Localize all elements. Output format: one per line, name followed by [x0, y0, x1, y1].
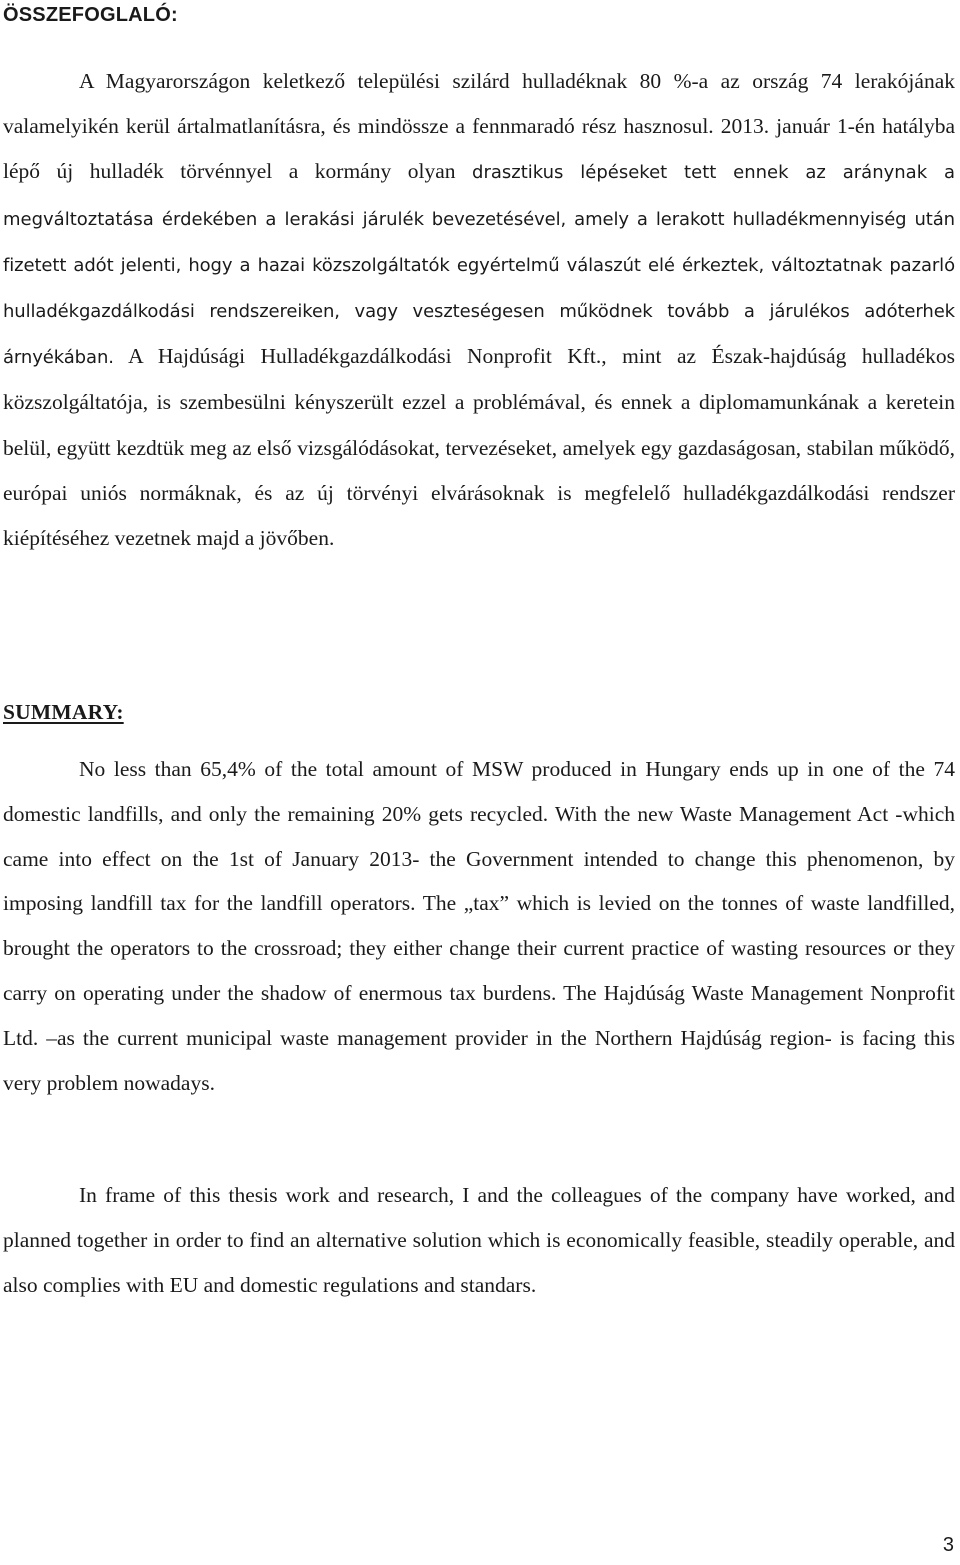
english-summary-paragraph-2: In frame of this thesis work and research, I and the colleagues of the company have worked, and planned together in order to find an alternative solution which is economically feasible, steadily operable, and also complies with EU and domestic regulations and standars. — [3, 1183, 955, 1297]
hungarian-summary-heading: ÖSSZEFOGLALÓ: — [3, 4, 178, 26]
hungarian-sentence-2: január 1-én hatályba lépő új hulladék törvénnyel a kormány olyan — [3, 114, 956, 184]
hungarian-sentence-5: A Hajdúsági Hulladékgazdálkodási Nonprofit Kft., mint az Észak-hajdúság hulladékos közszolgáltatója, is szembesülni kényszerült ezzel a problémával, és ennek a diplomamunkának a keretein belül, együtt kezdtük meg az első vizsgálódásokat, tervezéseket, amelyek egy gazdaságosan, stabilan működő, európai uniós normáknak, és az új törvényi elvárásoknak is megfelelő hulladékgazdálkodási rendszer kiépítéséhez vezetnek majd a jövőben. — [3, 344, 955, 551]
english-summary-heading: SUMMARY: — [3, 700, 124, 724]
hungarian-summary-paragraph — [3, 59, 955, 561]
english-summary-paragraph-1: No less than 65,4% of the total amount of MSW produced in Hungary ends up in one of the 74 domestic landfills, and only the remaining 20% gets recycled. With the new Waste Management Act -which came into effect on the 1st of January 2013- the Government intended to change this phenomenon, by imposing landfill tax for the landfill operators. The „tax” which is levied on the tonnes of waste landfilled, brought the operators to the crossroad; they either change their current practice of wasting resources or they carry on operating under the shadow of enermous tax burdens. The Hajdúság Waste Management Nonprofit Ltd. –as the current municipal waste management provider in the Northern Hajdúság region- is facing this very problem nowadays. — [3, 757, 955, 1095]
page-number: 3 — [942, 1534, 954, 1556]
hungarian-sentence-1: A Magyarországon keletkező települési szilárd hulladéknak 80 %-a az ország 74 lerakójának valamelyikén kerül ártalmatlanításra, és mindössze a fennmaradó rész hasznosul. 2013. — [3, 69, 955, 139]
hungarian-sentence-3: drasztikus lépéseket tett ennek az aránynak a megváltoztatása érdekében a lerakási járulék — [3, 162, 956, 230]
hungarian-sentence-4: bevezetésével, amely a lerakott hulladékmennyiség után fizetett adót jelenti, hogy a hazai közszolgáltatók egyértelmű válaszút elé érkeztek, változtatnak pazarló hulladékgazdálkodási rendszereiken, vagy veszteségesen működnek tovább a járulékos adóterhek árnyékában. — [3, 208, 955, 369]
